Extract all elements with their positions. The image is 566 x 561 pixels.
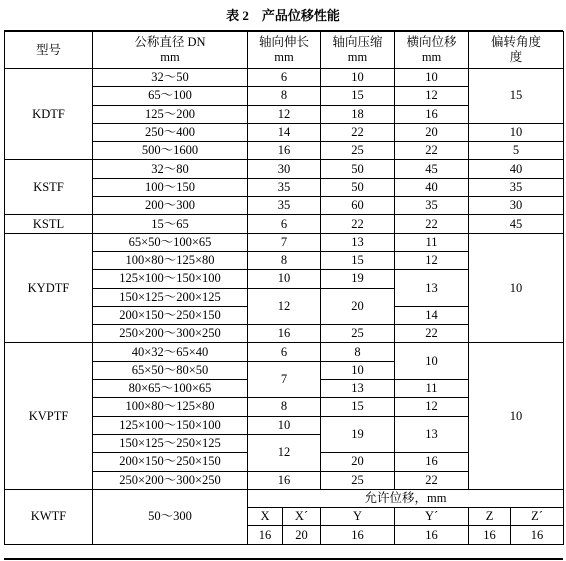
dn-cell: 150×125～200×125	[93, 288, 248, 306]
angle-cell: 30	[469, 197, 564, 215]
compression-cell: 10	[321, 69, 395, 87]
angle-cell: 5	[469, 142, 564, 160]
extension-cell: 8	[248, 87, 321, 105]
table-row	[5, 69, 564, 87]
lateral-cell: 22	[395, 142, 469, 160]
extension-cell: 12	[248, 105, 321, 123]
model-cell: KSTF	[5, 160, 93, 215]
extension-cell: 10	[248, 416, 321, 434]
axis-value-y: 16	[321, 526, 395, 544]
angle-cell: 10	[469, 233, 564, 343]
model-cell: KVPTF	[5, 343, 93, 489]
compression-cell: 20	[321, 288, 395, 325]
compression-cell: 15	[321, 87, 395, 105]
extension-cell: 14	[248, 123, 321, 141]
dn-cell: 250×200～300×250	[93, 471, 248, 489]
compression-cell: 22	[321, 123, 395, 141]
lateral-cell: 13	[395, 416, 469, 453]
model-cell: KDTF	[5, 69, 93, 160]
extension-cell: 7	[248, 233, 321, 251]
extension-cell: 7	[248, 361, 321, 398]
extension-cell: 35	[248, 197, 321, 215]
top-rule	[4, 30, 563, 32]
compression-cell: 15	[321, 251, 395, 269]
dn-cell: 80×65～100×65	[93, 380, 248, 398]
compression-cell: 22	[321, 215, 395, 233]
table-row	[5, 215, 564, 233]
axis-label-x-prime: X´	[283, 508, 321, 526]
extension-cell: 6	[248, 215, 321, 233]
extension-cell: 16	[248, 142, 321, 160]
dn-cell: 40×32～65×40	[93, 343, 248, 361]
compression-cell: 60	[321, 197, 395, 215]
dn-cell: 50～300	[93, 489, 248, 544]
lateral-cell: 11	[395, 380, 469, 398]
axis-value-y-prime: 16	[395, 526, 469, 544]
dn-cell: 32～50	[93, 69, 248, 87]
displacement-table	[4, 31, 564, 545]
angle-cell: 45	[469, 215, 564, 233]
extension-cell: 16	[248, 325, 321, 343]
compression-cell: 20	[321, 453, 395, 471]
lateral-cell: 20	[395, 123, 469, 141]
dn-cell: 100×80～125×80	[93, 398, 248, 416]
extension-cell: 16	[248, 471, 321, 489]
lateral-cell: 16	[395, 105, 469, 123]
angle-cell: 10	[469, 343, 564, 489]
axis-value-z: 16	[469, 526, 511, 544]
header-row	[5, 32, 564, 69]
table-row	[5, 489, 564, 507]
table-row	[5, 233, 564, 251]
dn-cell: 125～200	[93, 105, 248, 123]
header-dn: 公称直径 DN mm	[93, 32, 248, 69]
compression-cell: 15	[321, 398, 395, 416]
bottom-rule	[4, 558, 563, 560]
compression-cell: 10	[321, 361, 395, 379]
header-lateral-displacement: 横向位移 mm	[395, 32, 469, 69]
extension-cell: 6	[248, 69, 321, 87]
angle-cell: 15	[469, 69, 564, 124]
lateral-cell: 22	[395, 215, 469, 233]
extension-cell: 12	[248, 288, 321, 325]
axis-value-z-prime: 16	[511, 526, 564, 544]
dn-cell: 32～80	[93, 160, 248, 178]
extension-cell: 35	[248, 178, 321, 196]
axis-label-y: Y	[321, 508, 395, 526]
lateral-cell: 12	[395, 251, 469, 269]
dn-cell: 100～150	[93, 178, 248, 196]
compression-cell: 25	[321, 471, 395, 489]
dn-cell: 500～1600	[93, 142, 248, 160]
dn-cell: 200×150～250×150	[93, 306, 248, 324]
table-row	[5, 343, 564, 361]
dn-cell: 100×80～125×80	[93, 251, 248, 269]
dn-cell: 150×125～250×125	[93, 434, 248, 452]
dn-cell: 200×150～250×150	[93, 453, 248, 471]
model-cell: KWTF	[5, 489, 93, 544]
axis-label-x: X	[248, 508, 283, 526]
lateral-cell: 22	[395, 471, 469, 489]
extension-cell: 8	[248, 251, 321, 269]
lateral-cell: 12	[395, 398, 469, 416]
lateral-cell: 35	[395, 197, 469, 215]
header-axial-extension: 轴向伸长 mm	[248, 32, 321, 69]
dn-cell: 65～100	[93, 87, 248, 105]
lateral-cell: 14	[395, 306, 469, 324]
header-axial-compression: 轴向压缩 mm	[321, 32, 395, 69]
table-caption: 表 2 产品位移性能	[226, 8, 340, 23]
dn-cell: 125×100～150×100	[93, 416, 248, 434]
compression-cell: 8	[321, 343, 395, 361]
model-cell: KSTL	[5, 215, 93, 233]
compression-cell: 13	[321, 380, 395, 398]
compression-cell: 19	[321, 270, 395, 288]
angle-cell: 10	[469, 123, 564, 141]
extension-cell: 6	[248, 343, 321, 361]
angle-cell: 35	[469, 178, 564, 196]
lateral-cell: 16	[395, 453, 469, 471]
lateral-cell: 22	[395, 325, 469, 343]
extension-cell: 10	[248, 270, 321, 288]
extension-cell: 30	[248, 160, 321, 178]
axis-value-x-prime: 20	[283, 526, 321, 544]
compression-cell: 19	[321, 416, 395, 453]
dn-cell: 250～400	[93, 123, 248, 141]
angle-cell: 40	[469, 160, 564, 178]
dn-cell: 15～65	[93, 215, 248, 233]
dn-cell: 250×200～300×250	[93, 325, 248, 343]
axis-label-z-prime: Z´	[511, 508, 564, 526]
compression-cell: 25	[321, 142, 395, 160]
compression-cell: 18	[321, 105, 395, 123]
dn-cell: 65×50～100×65	[93, 233, 248, 251]
compression-cell: 25	[321, 325, 395, 343]
axis-label-y-prime: Y´	[395, 508, 469, 526]
dn-cell: 200～300	[93, 197, 248, 215]
model-cell: KYDTF	[5, 233, 93, 343]
header-deflection-angle: 偏转角度 度	[469, 32, 564, 69]
axis-label-z: Z	[469, 508, 511, 526]
allowed-displacement-label: 允许位移，mm	[248, 489, 564, 507]
lateral-cell: 45	[395, 160, 469, 178]
header-model: 型号	[5, 32, 93, 69]
dn-cell: 65×50～80×50	[93, 361, 248, 379]
compression-cell: 50	[321, 178, 395, 196]
lateral-cell: 11	[395, 233, 469, 251]
table-row	[5, 160, 564, 178]
dn-cell: 125×100～150×100	[93, 270, 248, 288]
lateral-cell: 40	[395, 178, 469, 196]
lateral-cell: 13	[395, 270, 469, 307]
lateral-cell: 12	[395, 87, 469, 105]
extension-cell: 12	[248, 434, 321, 471]
compression-cell: 50	[321, 160, 395, 178]
extension-cell: 8	[248, 398, 321, 416]
compression-cell: 13	[321, 233, 395, 251]
lateral-cell: 10	[395, 69, 469, 87]
lateral-cell: 10	[395, 343, 469, 380]
axis-value-x: 16	[248, 526, 283, 544]
